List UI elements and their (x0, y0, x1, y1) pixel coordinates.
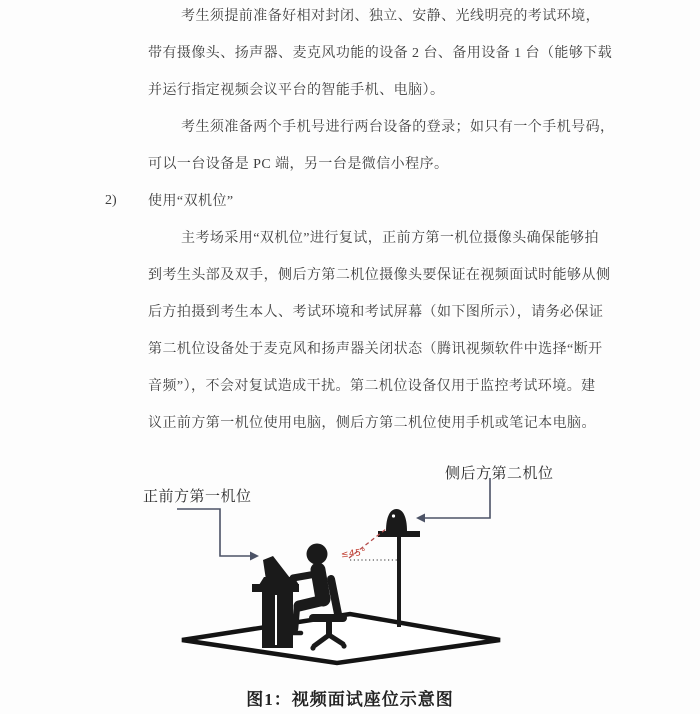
first-camera-label: 正前方第一机位 (143, 489, 252, 505)
doc-line: 可以一台设备是 PC 端，另一台是微信小程序。 (148, 157, 449, 172)
second-camera-pointer-line (416, 478, 490, 523)
doc-line: 带有摄像头、扬声器、麦克风功能的设备 2 台、备用设备 1 台（能够下载 (148, 46, 613, 61)
doc-line: 并运行指定视频会议平台的智能手机、电脑）。 (148, 83, 445, 98)
tripod-stand (378, 526, 420, 627)
doc-line: 考生须提前准备好相对封闭、独立、安静、光线明亮的考试环境， (181, 9, 601, 24)
webcam-icon (386, 509, 407, 531)
seating-diagram (130, 450, 560, 680)
list-item-marker: 2) (105, 193, 117, 208)
doc-line: 考生须准备两个手机号进行两台设备的登录；如只有一个手机号码， (181, 120, 615, 135)
doc-line: 主考场采用“双机位”进行复试，正前方第一机位摄像头确保能够拍 (181, 231, 599, 246)
doc-line: 使用“双机位” (148, 194, 234, 209)
doc-line: 音频”），不会对复试造成干扰。第二机位设备仅用于监控考试环境。建 (148, 379, 596, 394)
second-camera-label: 侧后方第二机位 (445, 466, 554, 482)
doc-line: 议正前方第一机位使用电脑，侧后方第二机位使用手机或笔记本电脑。 (148, 416, 596, 431)
first-camera-pointer-line (177, 509, 259, 561)
figure-caption: 图1：视频面试座位示意图 (246, 690, 454, 709)
doc-line: 第二机位设备处于麦克风和扬声器关闭状态（腾讯视频软件中选择“断开 (148, 342, 603, 357)
doc-line: 后方拍摄到考生本人、考试环境和考试屏幕（如下图所示），请务必保证 (148, 305, 604, 320)
doc-line: 到考生头部及双手，侧后方第二机位摄像头要保证在视频面试时能够从侧 (148, 268, 611, 283)
camera-angle-note: ≤45° (340, 547, 367, 561)
